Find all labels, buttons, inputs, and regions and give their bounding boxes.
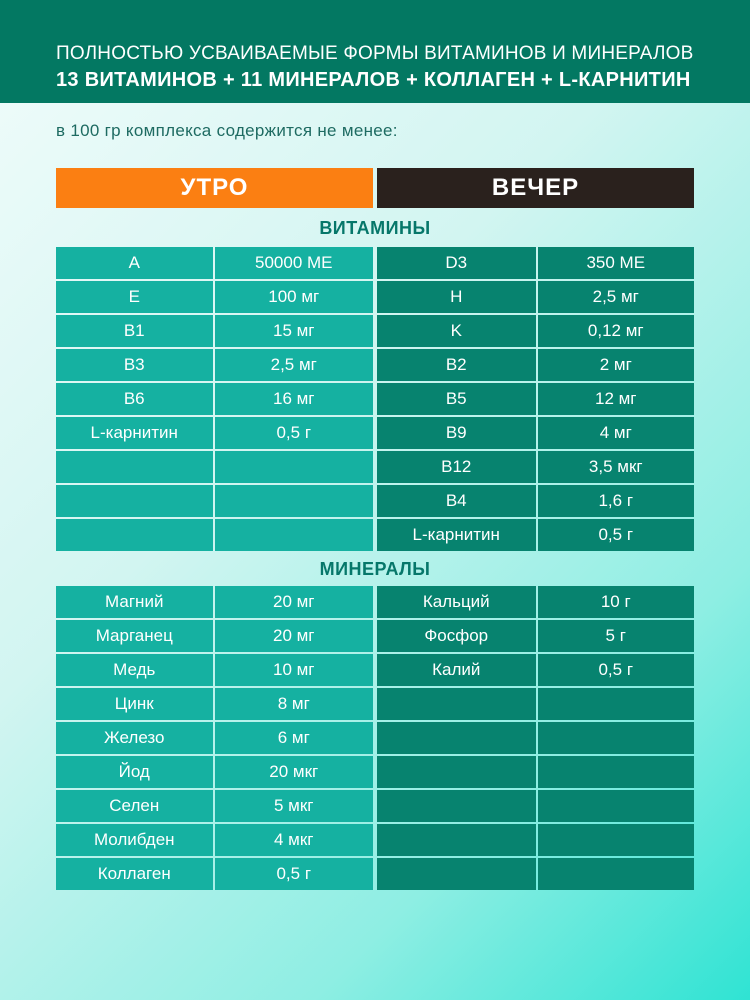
evening-amount-cell xyxy=(538,824,695,856)
morning-amount-cell: 16 мг xyxy=(215,383,374,415)
morning-name-cell: Коллаген xyxy=(56,858,213,890)
evening-name-cell: B9 xyxy=(377,417,536,449)
evening-name-cell: B4 xyxy=(377,485,536,517)
morning-name-cell: Йод xyxy=(56,756,213,788)
header-banner xyxy=(0,0,750,103)
morning-name-cell xyxy=(56,519,213,551)
morning-name-cell: B6 xyxy=(56,383,213,415)
morning-amount-cell: 4 мкг xyxy=(215,824,374,856)
table-row xyxy=(56,348,694,382)
table-row xyxy=(56,721,694,755)
table-row xyxy=(56,416,694,450)
vitamins-section-title: ВИТАМИНЫ xyxy=(319,218,431,238)
minerals-table xyxy=(56,585,694,891)
evening-amount-cell: 5 г xyxy=(538,620,695,652)
table-row xyxy=(56,789,694,823)
table-row xyxy=(56,823,694,857)
evening-name-cell xyxy=(377,688,536,720)
evening-amount-cell: 0,5 г xyxy=(538,519,695,551)
morning-amount-cell: 10 мг xyxy=(215,654,374,686)
table-row xyxy=(56,857,694,891)
table-row xyxy=(56,484,694,518)
evening-amount-cell xyxy=(538,790,695,822)
table-row xyxy=(56,518,694,552)
morning-amount-cell: 2,5 мг xyxy=(215,349,374,381)
morning-name-cell: Медь xyxy=(56,654,213,686)
evening-name-cell: B5 xyxy=(377,383,536,415)
evening-amount-cell: 12 мг xyxy=(538,383,695,415)
morning-name-cell: A xyxy=(56,247,213,279)
table-row xyxy=(56,280,694,314)
morning-name-cell: Молибден xyxy=(56,824,213,856)
morning-amount-cell: 15 мг xyxy=(215,315,374,347)
evening-amount-cell: 3,5 мкг xyxy=(538,451,695,483)
evening-name-cell: B12 xyxy=(377,451,536,483)
morning-amount-cell: 0,5 г xyxy=(215,858,374,890)
morning-amount-cell: 8 мг xyxy=(215,688,374,720)
morning-amount-cell: 5 мкг xyxy=(215,790,374,822)
morning-amount-cell: 20 мг xyxy=(215,586,374,618)
morning-name-cell: Магний xyxy=(56,586,213,618)
evening-amount-cell xyxy=(538,756,695,788)
minerals-section-title: МИНЕРАЛЫ xyxy=(319,559,431,579)
header-line-1: ПОЛНОСТЬЮ УСВАИВАЕМЫЕ ФОРМЫ ВИТАМИНОВ И МИНЕРАЛОВ xyxy=(56,43,694,64)
evening-amount-cell xyxy=(538,722,695,754)
table-row xyxy=(56,755,694,789)
evening-amount-cell: 2,5 мг xyxy=(538,281,695,313)
evening-name-cell: Калий xyxy=(377,654,536,686)
morning-amount-cell: 20 мг xyxy=(215,620,374,652)
evening-name-cell: D3 xyxy=(377,247,536,279)
evening-column-header: ВЕЧЕР xyxy=(377,168,694,208)
morning-name-cell xyxy=(56,451,213,483)
evening-amount-cell: 350 МЕ xyxy=(538,247,695,279)
table-row xyxy=(56,382,694,416)
table-row xyxy=(56,653,694,687)
morning-amount-cell xyxy=(215,519,374,551)
table-row xyxy=(56,619,694,653)
evening-name-cell: K xyxy=(377,315,536,347)
evening-name-cell xyxy=(377,756,536,788)
morning-name-cell: Цинк xyxy=(56,688,213,720)
evening-amount-cell: 0,5 г xyxy=(538,654,695,686)
evening-name-cell xyxy=(377,824,536,856)
evening-amount-cell: 0,12 мг xyxy=(538,315,695,347)
evening-amount-cell xyxy=(538,688,695,720)
table-row xyxy=(56,246,694,280)
morning-amount-cell xyxy=(215,485,374,517)
morning-amount-cell: 0,5 г xyxy=(215,417,374,449)
evening-amount-cell xyxy=(538,858,695,890)
morning-name-cell: E xyxy=(56,281,213,313)
evening-amount-cell: 4 мг xyxy=(538,417,695,449)
evening-amount-cell: 1,6 г xyxy=(538,485,695,517)
vitamins-table xyxy=(56,246,694,552)
morning-amount-cell: 6 мг xyxy=(215,722,374,754)
morning-name-cell xyxy=(56,485,213,517)
morning-amount-cell: 50000 МЕ xyxy=(215,247,374,279)
morning-name-cell: B1 xyxy=(56,315,213,347)
evening-name-cell: Кальций xyxy=(377,586,536,618)
evening-name-cell xyxy=(377,790,536,822)
morning-column-header: УТРО xyxy=(56,168,373,208)
table-row xyxy=(56,687,694,721)
morning-name-cell: B3 xyxy=(56,349,213,381)
table-row xyxy=(56,314,694,348)
evening-name-cell: B2 xyxy=(377,349,536,381)
evening-amount-cell: 10 г xyxy=(538,586,695,618)
morning-amount-cell: 100 мг xyxy=(215,281,374,313)
morning-name-cell: Селен xyxy=(56,790,213,822)
morning-name-cell: L-карнитин xyxy=(56,417,213,449)
table-row xyxy=(56,585,694,619)
subtitle: в 100 гр комплекса содержится не менее: xyxy=(56,121,398,140)
morning-amount-cell: 20 мкг xyxy=(215,756,374,788)
evening-name-cell xyxy=(377,722,536,754)
header-line-2: 13 ВИТАМИНОВ + 11 МИНЕРАЛОВ + КОЛЛАГЕН + L-КАРНИТИН xyxy=(56,69,691,91)
morning-name-cell: Железо xyxy=(56,722,213,754)
evening-name-cell: H xyxy=(377,281,536,313)
evening-name-cell xyxy=(377,858,536,890)
table-row xyxy=(56,450,694,484)
evening-name-cell: Фосфор xyxy=(377,620,536,652)
evening-amount-cell: 2 мг xyxy=(538,349,695,381)
evening-name-cell: L-карнитин xyxy=(377,519,536,551)
morning-name-cell: Марганец xyxy=(56,620,213,652)
morning-amount-cell xyxy=(215,451,374,483)
